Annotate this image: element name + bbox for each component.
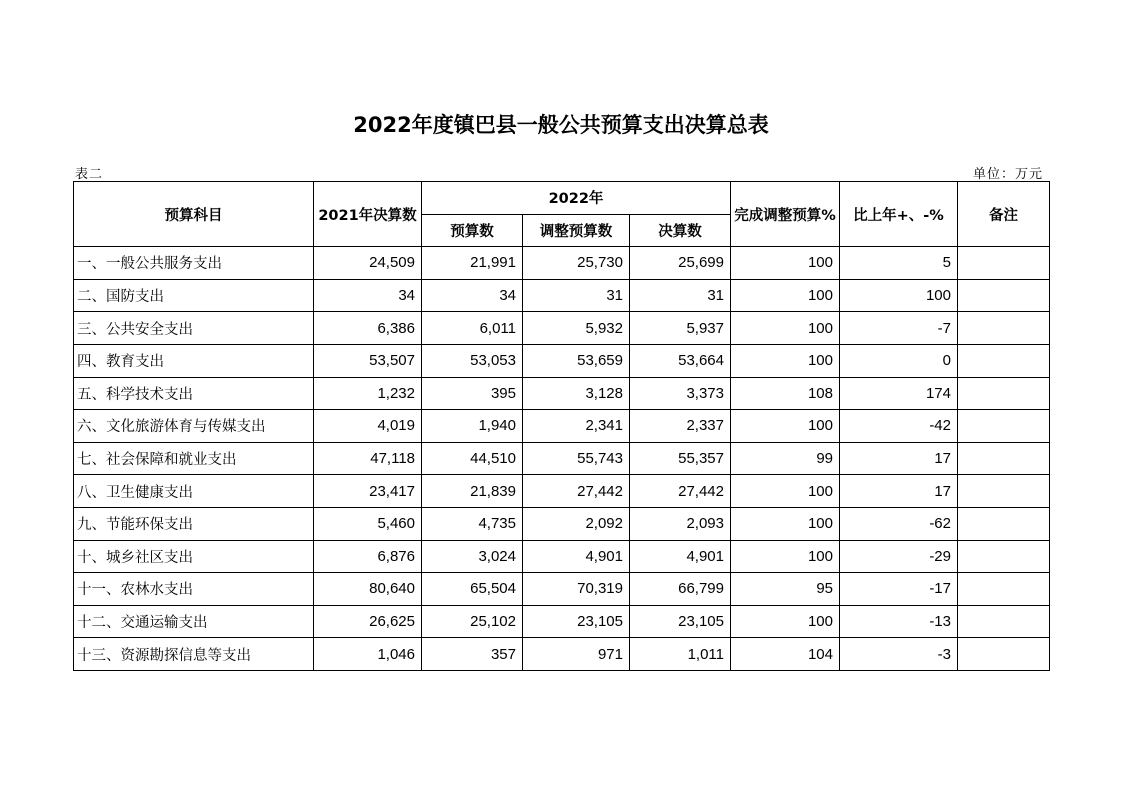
header-budget: 预算数: [422, 214, 523, 247]
row-remark-cell: [958, 573, 1050, 606]
row-budget-cell: 21,839: [422, 475, 523, 508]
row-remark-cell: [958, 442, 1050, 475]
header-subject: 预算科目: [74, 182, 314, 247]
header-final: 决算数: [630, 214, 731, 247]
table-row: [74, 540, 1050, 573]
row-subject-cell: 十三、资源勘探信息等支出: [74, 638, 314, 671]
row-2021-final-cell: 47,118: [314, 442, 422, 475]
row-final-cell: 2,337: [630, 410, 731, 443]
row-adjusted-cell: 5,932: [523, 312, 630, 345]
row-2021-final-cell: 5,460: [314, 507, 422, 540]
row-budget-cell: 21,991: [422, 247, 523, 280]
row-remark-cell: [958, 312, 1050, 345]
row-yoy-cell: -7: [840, 312, 958, 345]
row-budget-cell: 357: [422, 638, 523, 671]
row-yoy-cell: -17: [840, 573, 958, 606]
row-completion-cell: 100: [731, 279, 840, 312]
row-subject-cell: 九、节能环保支出: [74, 507, 314, 540]
table-row: [74, 410, 1050, 443]
row-remark-cell: [958, 507, 1050, 540]
row-yoy-cell: 0: [840, 344, 958, 377]
row-final-cell: 25,699: [630, 247, 731, 280]
row-adjusted-cell: 23,105: [523, 605, 630, 638]
row-budget-cell: 395: [422, 377, 523, 410]
row-budget-cell: 4,735: [422, 507, 523, 540]
row-yoy-cell: 17: [840, 442, 958, 475]
row-yoy-cell: -29: [840, 540, 958, 573]
row-adjusted-cell: 55,743: [523, 442, 630, 475]
table-row: [74, 377, 1050, 410]
row-completion-cell: 100: [731, 312, 840, 345]
row-yoy-cell: -62: [840, 507, 958, 540]
row-adjusted-cell: 971: [523, 638, 630, 671]
row-final-cell: 31: [630, 279, 731, 312]
table-row: [74, 573, 1050, 606]
row-adjusted-cell: 70,319: [523, 573, 630, 606]
row-adjusted-cell: 25,730: [523, 247, 630, 280]
unit-label: 单位：万元: [973, 167, 1044, 182]
row-completion-cell: 95: [731, 573, 840, 606]
header-remark: 备注: [958, 182, 1050, 247]
row-remark-cell: [958, 638, 1050, 671]
row-completion-cell: 100: [731, 247, 840, 280]
row-2021-final-cell: 1,046: [314, 638, 422, 671]
row-budget-cell: 53,053: [422, 344, 523, 377]
row-remark-cell: [958, 377, 1050, 410]
row-final-cell: 2,093: [630, 507, 731, 540]
row-final-cell: 5,937: [630, 312, 731, 345]
page-title: 2022年度镇巴县一般公共预算支出决算总表: [353, 113, 769, 137]
row-2021-final-cell: 1,232: [314, 377, 422, 410]
row-final-cell: 23,105: [630, 605, 731, 638]
budget-table: [73, 181, 1050, 671]
row-budget-cell: 6,011: [422, 312, 523, 345]
header-2021-final: 2021年决算数: [314, 182, 422, 247]
row-subject-cell: 十一、农林水支出: [74, 573, 314, 606]
row-yoy-cell: 17: [840, 475, 958, 508]
table-row: [74, 312, 1050, 345]
table-row: [74, 442, 1050, 475]
header-2022-group: 2022年: [422, 182, 731, 215]
row-final-cell: 3,373: [630, 377, 731, 410]
row-budget-cell: 1,940: [422, 410, 523, 443]
table-number: 表二: [75, 167, 104, 182]
row-subject-cell: 十二、交通运输支出: [74, 605, 314, 638]
row-remark-cell: [958, 605, 1050, 638]
row-adjusted-cell: 31: [523, 279, 630, 312]
table-row: [74, 279, 1050, 312]
row-2021-final-cell: 6,386: [314, 312, 422, 345]
row-budget-cell: 34: [422, 279, 523, 312]
row-2021-final-cell: 26,625: [314, 605, 422, 638]
row-final-cell: 27,442: [630, 475, 731, 508]
row-completion-cell: 100: [731, 475, 840, 508]
row-yoy-cell: 100: [840, 279, 958, 312]
table-row: [74, 638, 1050, 671]
table-row: [74, 605, 1050, 638]
row-2021-final-cell: 23,417: [314, 475, 422, 508]
table-row: [74, 247, 1050, 280]
row-adjusted-cell: 2,092: [523, 507, 630, 540]
row-final-cell: 1,011: [630, 638, 731, 671]
row-yoy-cell: -13: [840, 605, 958, 638]
row-remark-cell: [958, 410, 1050, 443]
row-subject-cell: 十、城乡社区支出: [74, 540, 314, 573]
row-budget-cell: 44,510: [422, 442, 523, 475]
row-completion-cell: 100: [731, 605, 840, 638]
row-adjusted-cell: 27,442: [523, 475, 630, 508]
row-remark-cell: [958, 540, 1050, 573]
row-2021-final-cell: 24,509: [314, 247, 422, 280]
row-remark-cell: [958, 475, 1050, 508]
table-row: [74, 344, 1050, 377]
row-subject-cell: 六、文化旅游体育与传媒支出: [74, 410, 314, 443]
table-body: [74, 247, 1050, 671]
table-row: [74, 507, 1050, 540]
row-completion-cell: 100: [731, 507, 840, 540]
row-completion-cell: 100: [731, 410, 840, 443]
row-subject-cell: 三、公共安全支出: [74, 312, 314, 345]
row-completion-cell: 108: [731, 377, 840, 410]
row-completion-cell: 100: [731, 344, 840, 377]
row-completion-cell: 100: [731, 540, 840, 573]
row-adjusted-cell: 3,128: [523, 377, 630, 410]
row-yoy-cell: 5: [840, 247, 958, 280]
row-final-cell: 55,357: [630, 442, 731, 475]
row-yoy-cell: -42: [840, 410, 958, 443]
row-subject-cell: 一、一般公共服务支出: [74, 247, 314, 280]
row-yoy-cell: 174: [840, 377, 958, 410]
row-2021-final-cell: 80,640: [314, 573, 422, 606]
row-adjusted-cell: 4,901: [523, 540, 630, 573]
row-adjusted-cell: 53,659: [523, 344, 630, 377]
row-2021-final-cell: 53,507: [314, 344, 422, 377]
row-completion-cell: 104: [731, 638, 840, 671]
row-subject-cell: 八、卫生健康支出: [74, 475, 314, 508]
row-yoy-cell: -3: [840, 638, 958, 671]
row-final-cell: 66,799: [630, 573, 731, 606]
header-completion: 完成调整预算%: [731, 182, 840, 247]
row-2021-final-cell: 6,876: [314, 540, 422, 573]
row-budget-cell: 3,024: [422, 540, 523, 573]
header-adjusted: 调整预算数: [523, 214, 630, 247]
row-subject-cell: 二、国防支出: [74, 279, 314, 312]
row-final-cell: 53,664: [630, 344, 731, 377]
row-subject-cell: 七、社会保障和就业支出: [74, 442, 314, 475]
row-completion-cell: 99: [731, 442, 840, 475]
row-adjusted-cell: 2,341: [523, 410, 630, 443]
row-remark-cell: [958, 279, 1050, 312]
row-budget-cell: 65,504: [422, 573, 523, 606]
row-subject-cell: 四、教育支出: [74, 344, 314, 377]
row-subject-cell: 五、科学技术支出: [74, 377, 314, 410]
row-2021-final-cell: 34: [314, 279, 422, 312]
row-remark-cell: [958, 247, 1050, 280]
row-budget-cell: 25,102: [422, 605, 523, 638]
table-row: [74, 475, 1050, 508]
row-remark-cell: [958, 344, 1050, 377]
header-yoy: 比上年+、-%: [840, 182, 958, 247]
row-2021-final-cell: 4,019: [314, 410, 422, 443]
row-final-cell: 4,901: [630, 540, 731, 573]
